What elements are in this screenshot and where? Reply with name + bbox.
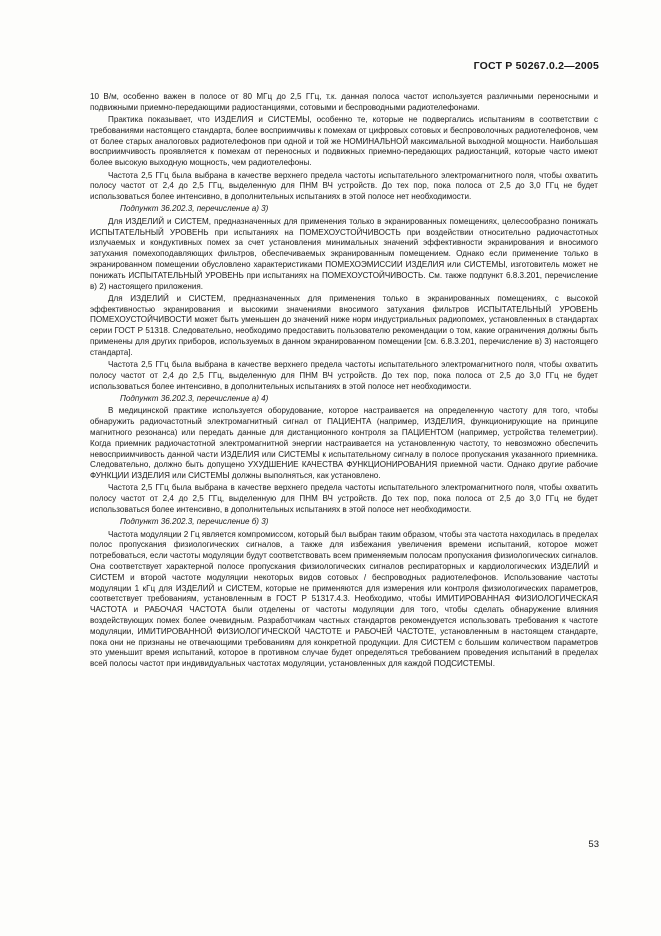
subclause-heading: Подпункт 36.202.3, перечисление а) 4)	[120, 394, 269, 404]
subclause-heading: Подпункт 36.202.3, перечисление а) 3)	[120, 204, 269, 214]
paragraph: Для ИЗДЕЛИЙ и СИСТЕМ, предназначенных для применения только в экранированных помещениях, с высокой эффективностью экранирования и высокими значениями вносимого затухания фильтров ИСПЫТАТЕЛЬНЫЙ УРОВЕНЬ ПОМЕХОУСТОЙЧИВОСТИ может быть уменьшен до значений ниже норм индустриальных радиопомех, установленных в стандартах серии ГОСТ Р 51318. Следовательно, необходимо предоставить пользователю рекомендации о том, какие ограничения должны быть применены для других приборов, используемых в данном экранированном помещении [см. 6.8.3.201, перечисление в) 3) настоящего стандарта].	[90, 293, 598, 357]
paragraph: Частота 2,5 ГГц была выбрана в качестве верхнего предела частоты испытательного электромагнитного поля, чтобы охватить полосу частот от 2,4 до 2,5 ГГц, выделенную для ПНМ ВЧ устройств. До тех пор, пока полоса от 2,5 до 3,0 ГГц не будет использоваться более интенсивно, в дополнительных испытаниях в этой полосе нет необходимости.	[90, 483, 598, 514]
subclause-heading: Подпункт 36.202.3, перечисление б) 3)	[120, 517, 269, 527]
paragraph: Практика показывает, что ИЗДЕЛИЯ и СИСТЕМЫ, особенно те, которые не подвергались испытаниям в соответствии с требованиями настоящего стандарта, более восприимчивы к помехам от цифровых сотовых и беспроволочных радиотелефонов, чем от более старых аналоговых радиотелефонов при одной и той же НОМИНАЛЬНОЙ максимальной выходной мощности. Наибольшая восприимчивость проявляется к помехам от переносных и подвижных приемно-передающих радиостанций, которые часто имеют более высокую выходную мощность, чем радиотелефоны.	[90, 115, 598, 168]
paragraph: В медицинской практике используется оборудование, которое настраивается на определенную частоту для того, чтобы обнаружить радиочастотный электромагнитный сигнал от ПАЦИЕНТА (например, ИЗДЕЛИЯ, функционирующие на принципе магнитного резонанса) или передать данные для дистанционного контроля за ПАЦИЕНТОМ (например, устройства телеметрии). Когда приемник радиочастотной электромагнитной энергии настраивается на установленную частоту, то невозможно обеспечить невосприимчивость данной части ИЗДЕЛИЯ или СИСТЕМЫ к испытательному сигналу в полосе пропускания указанного приемника. Следовательно, должно быть допущено УХУДШЕНИЕ КАЧЕСТВА ФУНКЦИОНИРОВАНИЯ приемной части. Однако другие рабочие ФУНКЦИИ ИЗДЕЛИЯ или СИСТЕМЫ должны выполняться, как установлено.	[90, 406, 598, 481]
document-body	[90, 92, 598, 671]
paragraph: 10 В/м, особенно важен в полосе от 80 МГц до 2,5 ГГц, т.к. данная полоса частот используется различными переносными и подвижными приемно-передающими радиостанциями, сотовыми и беспроводными радиотелефонами.	[90, 92, 598, 112]
paragraph: Частота 2,5 ГГц была выбрана в качестве верхнего предела частоты испытательного электромагнитного поля, чтобы охватить полосу частот от 2,4 до 2,5 ГГц, выделенную для ПНМ ВЧ устройств. До тех пор, пока полоса от 2,5 до 3,0 ГГц не будет использоваться более интенсивно, в дополнительных испытаниях в этой полосе нет необходимости.	[90, 170, 598, 202]
page-number: 53	[588, 839, 599, 850]
paragraph: Частота 2,5 ГГц была выбрана в качестве верхнего предела частоты испытательного электромагнитного поля, чтобы охватить полосу частот от 2,4 до 2,5 ГГц, выделенную для ПНМ ВЧ устройств. До тех пор, пока полоса от 2,5 до 3,0 ГГц не будет использоваться более интенсивно, в дополнительных испытаниях в этой полосе нет необходимости.	[90, 360, 598, 391]
paragraph: Частота модуляции 2 Гц является компромиссом, который был выбран таким образом, чтобы эта частота находилась в пределах полос пропускания физиологических сигналов, а также для избежания увеличения времени испытаний, которое может потребоваться, если частоты модуляции будут соответствовать всем применяемым полосам пропускания физиологических сигналов. Она соответствует характерной полосе пропускания физиологических сигналов респираторных и кардиологических ИЗДЕЛИЙ и СИСТЕМ и второй частоте модуляции некоторых видов сотовых / беспроводных радиотелефонов. Использование частоты модуляции 1 кГц для ИЗДЕЛИЙ и СИСТЕМ, которые не применяются для измерения или контроля физиологических параметров, соответствует требованиям, установленным в ГОСТ Р 51317.4.3. Необходимо, чтобы ИМИТИРОВАННАЯ ФИЗИОЛОГИЧЕСКАЯ ЧАСТОТА и РАБОЧАЯ ЧАСТОТА были отделены от частоты модуляции для того, чтобы сделать обнаружение влияния воздействующих помех более очевидным. Разработчикам частных стандартов рекомендуется использовать требования к частоте модуляции, ИМИТИРОВАННОЙ ФИЗИОЛОГИЧЕСКОЙ ЧАСТОТЕ и РАБОЧЕЙ ЧАСТОТЕ, установленным в настоящем стандарте, пока они не признаны не отвечающими требованиям для конкретной продукции. Для СИСТЕМ с большим количеством параметров это уменьшит время испытаний, которое в противном случае будет определяться требованием проведения испытаний в пределах всей полосы частот при индивидуальных частотах модуляции, установленных для каждой ПОДСИСТЕМЫ.	[90, 529, 598, 669]
document-header: ГОСТ Р 50267.0.2—2005	[473, 60, 599, 72]
paragraph: Для ИЗДЕЛИЙ и СИСТЕМ, предназначенных для применения только в экранированных помещениях, целесообразно понижать ИСПЫТАТЕЛЬНЫЙ УРОВЕНЬ при испытаниях на ПОМЕХОУСТОЙЧИВОСТЬ при воздействии относительно радиочастотных излучаемых и кондуктивных помех за счет установления минимальных значений эффективности экранирования и вносимого затухания помехоподавляющих фильтров, обеспечиваемых экранированным помещением. Однако если применение только в экранированном помещении обусловлено характеристиками ПОМЕХОЭМИССИИ ИЗДЕЛИЯ или СИСТЕМЫ, изготовитель может не понижать ИСПЫТАТЕЛЬНЫЙ УРОВЕНЬ при испытаниях на ПОМЕХОУСТОЙЧИВОСТЬ. См. также подпункт 6.8.3.201, перечисление в) 2) настоящего приложения.	[90, 216, 598, 291]
